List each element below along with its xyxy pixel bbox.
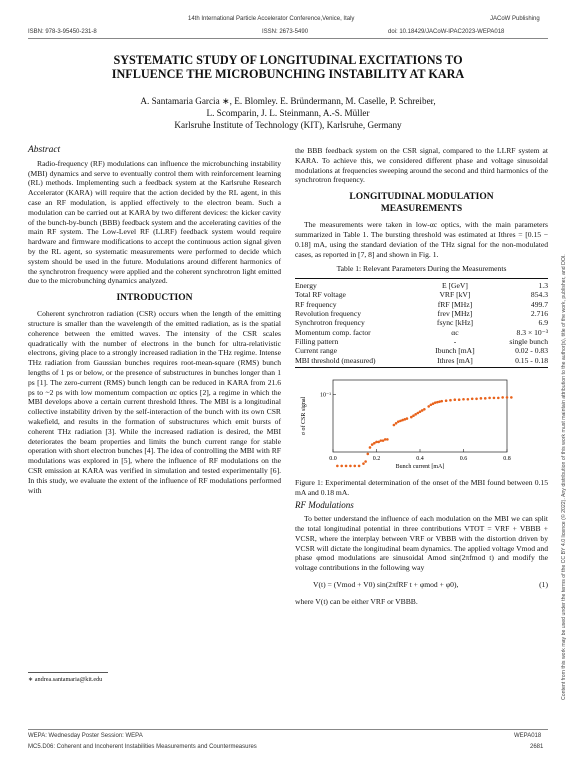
abstract-heading: Abstract (28, 145, 61, 155)
data-point (497, 396, 500, 399)
data-point (480, 397, 483, 400)
data-point (458, 398, 461, 401)
table-cell-symbol: E [GeV] (424, 279, 487, 291)
x-axis-label: Bunch current [mA] (395, 463, 445, 470)
data-point (449, 399, 452, 402)
data-point (353, 464, 356, 467)
table-cell-name: Revolution frequency (295, 309, 362, 319)
x-tick-label: 0.0 (329, 455, 337, 462)
right-continuation-text: the BBB feedback system on the CSR signal, compared to the LLRF system at KARA. To achieve this, we considered different phase and voltage sinusoidal modulations at frequencies sweeping around the second and third harmonics of the synchrotron frequency. (295, 146, 548, 185)
footer-page-number: 2681 (530, 744, 544, 750)
footer-paper-id: WEPA018 (514, 733, 542, 739)
data-point (462, 398, 465, 401)
right-column (295, 146, 548, 607)
y-tick-label: 10⁻¹ (320, 392, 331, 399)
affiliation: Karlsruhe Institute of Technology (KIT), Karlsruhe, Germany (174, 120, 402, 130)
y-axis-label: σ of CSR signal (301, 396, 307, 436)
footer-classification: MC5.D06: Coherent and Incoherent Instabilities Measurements and Countermeasures (28, 744, 257, 750)
csr-sigma-chart (295, 374, 548, 474)
table-cell-value: 499.7 (530, 299, 548, 309)
figure-1 (295, 374, 548, 474)
data-point (445, 399, 448, 402)
data-point (382, 439, 385, 442)
table-row (295, 356, 548, 368)
table-caption: Table 1: Relevant Parameters During the Measurements (336, 264, 507, 274)
introduction-text: Coherent synchrotron radiation (CSR) occurs when the length of the emitting structure is smaller than the wavelength of the emitted radiation, as is the spatial coherence between the emitted waves. The intensity of the CSR scales quadratically with the number of electrons in the bunch for ultra-relativistic electrons, giving place to a strongly increased radiation in the THz regime. Intense THz radiation from Gaussian bunches requires root-mean-square (RMS) bunch lengths of 1 ps or below, or the presence of substructures in bunches longer than 1 ps [1]. The zero-current (RMS) bunch length can be reduced in KARA from 21.6 ps to ~2 ps with low momentum compaction αc optics [2], a regime in which the MBI develops above a certain current threshold Ithres. The MBI is a longitudinal collective instability driven by the self-interaction of the bunch with its own CSR wakefield, and results in the formation of substructures which emit bursts of coherent THz radiation [3]. While the increased radiation is desired, the MBI deteriorates the beam properties and limits the bunch current range for stable operation with short electron bunches [4]. The idea of controlling the MBI with RF modulations was explored in [5], where the influence of RF modulations on the CSR emission at KARA was verified in simulation and tested experimentally [6]. In this study, we evaluate the extent of the influence of RF modulations performed with (28, 309, 281, 495)
data-point (373, 442, 376, 445)
footer-session: WEPA: Wednesday Poster Session: WEPA (28, 733, 143, 739)
table-cell-name: Total RF voltage (295, 290, 346, 300)
header-isbn: ISBN: 978-3-95450-231-8 (28, 29, 97, 35)
table-cell-name: RF frequency (295, 299, 337, 309)
data-point (414, 413, 417, 416)
plot-frame (333, 380, 507, 452)
rf-modulations-heading: RF Modulations (295, 500, 354, 511)
introduction-heading: INTRODUCTION (116, 293, 193, 304)
data-point (406, 417, 409, 420)
header-publisher: JACoW Publishing (490, 16, 540, 22)
table-row (295, 309, 548, 318)
table-cell-value: 1.3 (486, 279, 548, 291)
data-point (501, 396, 504, 399)
table-cell-value: single bunch (509, 336, 548, 346)
longitudinal-modulation-text: The measurements were taken in low-αc optics, with the main parameters summarized in Table 1. The bursting threshold was estimated at Ithres = [0.15 − 0.18] mA, using the standard deviation of the THz signal for the non-modulated cases, as reported in [7, 8] and shown in Fig. 1. (295, 220, 548, 259)
data-point (454, 398, 457, 401)
table-row (295, 346, 548, 355)
table-cell-name: Momentum comp. factor (295, 327, 371, 337)
table-cell-symbol: VRF [kV] (439, 290, 471, 300)
data-point (484, 397, 487, 400)
table-cell-value: 0.02 - 0.83 (515, 346, 548, 356)
data-point (371, 443, 374, 446)
data-point (427, 405, 430, 408)
data-point (349, 464, 352, 467)
table-cell-value: 6.9 (538, 318, 548, 328)
header-rule (28, 38, 548, 39)
table-cell-name: MBI threshold (measured) (295, 356, 424, 368)
paper-title (30, 53, 546, 81)
rf-modulations-text: To better understand the influence of each modulation on the MBI we can split the total longitudinal potential in three contributions VTOT = VRF + VBBB + VCSR, where the interplay between VRF or VBBB with the distortion driven by VCSR will dictate the longitudinal beam dynamics. The applied voltage Vmod and phase φmod modulations are sinusoidal Amod sin(2πfmod t) and modify the voltage contributions in the following way (295, 514, 548, 573)
data-point (440, 400, 443, 403)
table-cell-name: Energy (295, 279, 424, 291)
data-point (345, 464, 348, 467)
footer-rule (28, 729, 548, 730)
x-tick-label: 0.2 (372, 455, 381, 462)
header-doi: doi: 10.18429/JACoW-IPAC2023-WEPA018 (388, 29, 505, 35)
longmod-heading-line-2: MEASUREMENTS (380, 204, 463, 215)
header-conference: 14th International Particle Accelerator Conference,Venice, Italy (188, 16, 355, 22)
equation-number: (1) (539, 580, 548, 590)
title-line-1: SYSTEMATIC STUDY OF LONGITUDINAL EXCITATIONS TO (113, 53, 463, 67)
data-point (358, 464, 361, 467)
x-tick-label: 0.6 (459, 455, 468, 462)
table-cell-symbol: fsync [kHz] (436, 318, 473, 328)
table-cell-name: Current range (295, 346, 337, 356)
data-point (419, 410, 422, 413)
data-point (471, 397, 474, 400)
authors-line-1: A. Santamaria Garcia ∗, E. Blomley. E. Bründermann, M. Caselle, P. Schreiber, (140, 96, 436, 106)
table-cell-symbol: Ithres [mA] (424, 356, 487, 368)
left-column (28, 146, 281, 495)
figure-caption: Figure 1: Experimental determination of the onset of the MBI found between 0.15 mA and 0.18 mA. (295, 477, 548, 497)
footnote-email: ∗ andrea.santamaria@kit.edu (28, 676, 103, 683)
table-row (295, 328, 548, 337)
abstract-text: Radio-frequency (RF) modulations can influence the microbunching instability (MBI) dynamics and serve to eventually control them with reinforcement learning (RL) methods. Implementing such a feedback system at the Karlsruhe Research Accelerator (KARA) will require that the action decided by the RL agent, in this case an RF modulation, is applied effectively to the electron beam. Such a modulation can be carried out at KARA by two different devices: the kicker cavity of the bunch-by-bunch (BBB) feedback system and the accelerating cavities of the main RF system. The Low-Level RF (LLRF) feedback system would require hardware and firmware modifications to accept the continuous action signal given by the RL agent, so systematic measurements were performed to decide which system should be used in the future. Modulations around different harmonics of the synchrotron frequency were applied and the coherent synchrotron light emitted due to the microbunching dynamics analyzed. (28, 158, 281, 286)
table-cell-value: 2.716 (530, 309, 548, 319)
x-tick-label: 0.8 (503, 455, 511, 462)
footnote-rule (28, 672, 108, 673)
table-row (295, 279, 548, 291)
data-point (395, 422, 398, 425)
data-point (340, 464, 343, 467)
data-point (417, 412, 420, 415)
data-point (488, 396, 491, 399)
data-point (467, 398, 470, 401)
data-point (423, 408, 426, 411)
equation-body: V(t) = (Vmod + V0) sin(2πfRF t + φmod + φ0), (313, 580, 459, 590)
table-cell-name: Synchrotron frequency (295, 318, 365, 328)
data-point (475, 397, 478, 400)
title-line-2: INFLUENCE THE MICROBUNCHING INSTABILITY AT KARA (111, 67, 465, 81)
table-cell-symbol: - (453, 336, 457, 346)
table-row (295, 318, 548, 327)
data-point (493, 396, 496, 399)
table-cell-value: 8.3 × 10⁻³ (516, 327, 548, 337)
table-cell-symbol: fRF [MHz] (437, 299, 473, 309)
data-point (386, 438, 389, 441)
header-issn: ISSN: 2673-5490 (262, 29, 309, 35)
table-row (295, 337, 548, 346)
longitudinal-modulation-heading (295, 191, 548, 215)
equation-1 (313, 580, 548, 590)
data-point (336, 464, 339, 467)
data-point (364, 460, 367, 463)
data-point (362, 462, 365, 465)
data-point (510, 396, 513, 399)
data-point (506, 396, 509, 399)
data-point (369, 446, 372, 449)
authors-line-2: L. Scomparin, J. L. Steinmann, A.-S. Müller (206, 108, 370, 118)
longmod-heading-line-1: LONGITUDINAL MODULATION (349, 192, 494, 203)
table-cell-symbol: Ibunch [mA] (435, 346, 475, 356)
data-point (434, 401, 437, 404)
x-tick-label: 0.4 (416, 455, 424, 462)
after-equation-text: where V(t) can be either VRF or VBBB. (295, 596, 418, 606)
table-cell-symbol: αc (451, 327, 459, 337)
table-row (295, 300, 548, 309)
side-licence-text: Content from this work may be used under the terms of the CC BY 4.0 licence (© 2022). Any distribution of this work must maintain attribution to the author(s), title of the work, publisher, and DOI. (561, 254, 567, 700)
table-cell-value: 854.3 (530, 290, 548, 300)
table-cell-value: 0.15 - 0.18 (486, 356, 548, 368)
data-point (410, 416, 413, 419)
parameters-table (295, 278, 548, 368)
data-point (436, 401, 439, 404)
data-point (367, 452, 370, 455)
data-point (438, 400, 441, 403)
author-block (30, 95, 546, 131)
table-cell-symbol: frev [MHz] (437, 309, 473, 319)
data-point (377, 440, 380, 443)
table-cell-name: Filling pattern (295, 336, 339, 346)
data-point (393, 424, 396, 427)
table-row (295, 290, 548, 299)
data-point (412, 414, 415, 417)
